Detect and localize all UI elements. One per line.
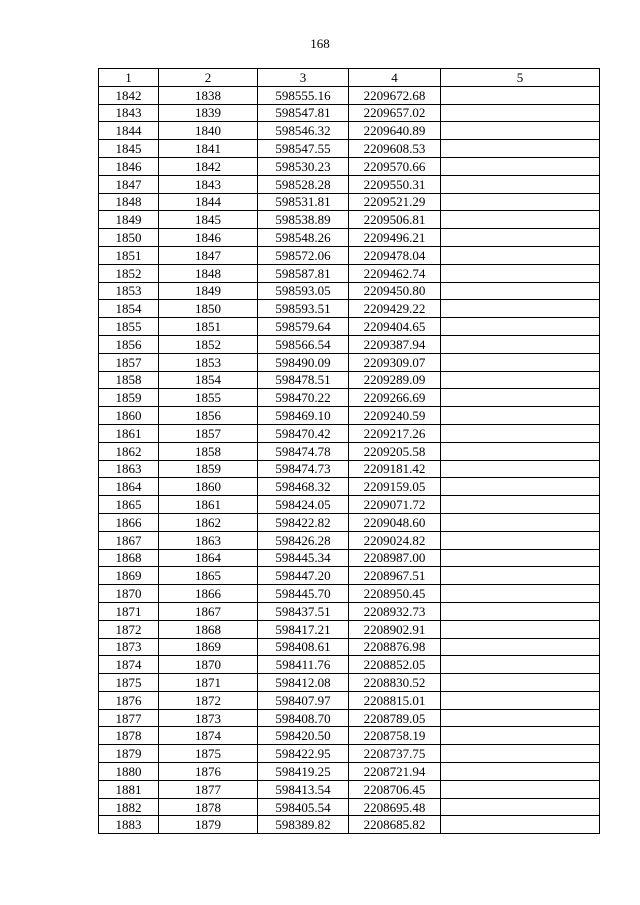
table-cell: 598422.82: [258, 513, 349, 531]
table-cell: 1877: [159, 780, 258, 798]
table-cell: [441, 798, 600, 816]
table-cell: 598547.55: [258, 140, 349, 158]
table-row: [99, 122, 600, 140]
table-cell: 2208789.05: [349, 709, 441, 727]
table-cell: 1880: [99, 763, 159, 781]
table-cell: 1858: [159, 442, 258, 460]
table-cell: [441, 246, 600, 264]
table-cell: 1854: [159, 371, 258, 389]
table-cell: [441, 567, 600, 585]
table-cell: 2209048.60: [349, 513, 441, 531]
table-cell: [441, 780, 600, 798]
table-cell: 1867: [99, 531, 159, 549]
table-cell: 2209550.31: [349, 175, 441, 193]
table-cell: [441, 175, 600, 193]
table-cell: 598437.51: [258, 602, 349, 620]
table-cell: 2209240.59: [349, 407, 441, 425]
table-cell: 1858: [99, 371, 159, 389]
table-cell: [441, 211, 600, 229]
table-row: [99, 602, 600, 620]
table-cell: 1872: [99, 620, 159, 638]
table-cell: 598417.21: [258, 620, 349, 638]
table-cell: 2209159.05: [349, 478, 441, 496]
table-cell: 1874: [99, 656, 159, 674]
table-row: [99, 745, 600, 763]
table-row: [99, 246, 600, 264]
table-row: [99, 691, 600, 709]
table-cell: 1847: [159, 246, 258, 264]
table-cell: 598447.20: [258, 567, 349, 585]
table-cell: 1863: [99, 460, 159, 478]
table-cell: 598445.34: [258, 549, 349, 567]
table-cell: 1871: [99, 602, 159, 620]
table-row: [99, 335, 600, 353]
table-cell: [441, 763, 600, 781]
table-cell: 598419.25: [258, 763, 349, 781]
table-cell: 598424.05: [258, 496, 349, 514]
table-row: [99, 763, 600, 781]
table-row: [99, 193, 600, 211]
table-cell: 1859: [159, 460, 258, 478]
table-cell: 598538.89: [258, 211, 349, 229]
table-cell: 2209640.89: [349, 122, 441, 140]
table-cell: 598474.73: [258, 460, 349, 478]
table-cell: 2209608.53: [349, 140, 441, 158]
table-cell: 2208695.48: [349, 798, 441, 816]
table-cell: [441, 353, 600, 371]
table-cell: [441, 656, 600, 674]
table-cell: 1864: [99, 478, 159, 496]
table-cell: 598389.82: [258, 816, 349, 834]
table-cell: 1872: [159, 691, 258, 709]
table-cell: 1848: [99, 193, 159, 211]
table-cell: 598445.70: [258, 585, 349, 603]
table-row: [99, 442, 600, 460]
table-cell: [441, 104, 600, 122]
table-cell: 1843: [159, 175, 258, 193]
table-cell: [441, 300, 600, 318]
table-cell: 598531.81: [258, 193, 349, 211]
table-cell: 598572.06: [258, 246, 349, 264]
table-cell: 1857: [159, 424, 258, 442]
table-row: [99, 389, 600, 407]
table-cell: [441, 674, 600, 692]
table-cell: 2208706.45: [349, 780, 441, 798]
table-cell: 1842: [159, 157, 258, 175]
table-cell: [441, 442, 600, 460]
table-cell: [441, 282, 600, 300]
table-cell: 598555.16: [258, 86, 349, 104]
table-cell: 2209450.80: [349, 282, 441, 300]
table-cell: 1852: [159, 335, 258, 353]
table-cell: 1874: [159, 727, 258, 745]
table-row: [99, 709, 600, 727]
table-cell: [441, 86, 600, 104]
table-cell: [441, 513, 600, 531]
table-cell: 2209404.65: [349, 318, 441, 336]
table-row: [99, 496, 600, 514]
table-cell: 1839: [159, 104, 258, 122]
table-row: [99, 638, 600, 656]
table-cell: 598478.51: [258, 371, 349, 389]
table-cell: [441, 193, 600, 211]
table-cell: 1875: [159, 745, 258, 763]
table-cell: 1844: [159, 193, 258, 211]
table-cell: 598593.51: [258, 300, 349, 318]
table-cell: 1860: [99, 407, 159, 425]
table-cell: 2209506.81: [349, 211, 441, 229]
table-cell: 1882: [99, 798, 159, 816]
table-row: [99, 318, 600, 336]
column-header: 5: [441, 69, 600, 87]
table-cell: 2208685.82: [349, 816, 441, 834]
table-cell: 2208721.94: [349, 763, 441, 781]
table-row: [99, 567, 600, 585]
table-cell: 2209024.82: [349, 531, 441, 549]
table-body: [99, 86, 600, 833]
table-cell: 1867: [159, 602, 258, 620]
table-cell: 1870: [159, 656, 258, 674]
table-cell: [441, 229, 600, 247]
table-cell: 2209657.02: [349, 104, 441, 122]
table-cell: [441, 602, 600, 620]
table-row: [99, 674, 600, 692]
table-cell: 1840: [159, 122, 258, 140]
table-cell: 1868: [159, 620, 258, 638]
table-cell: [441, 620, 600, 638]
table-row: [99, 798, 600, 816]
table-cell: 2208876.98: [349, 638, 441, 656]
table-cell: 1841: [159, 140, 258, 158]
table-cell: 598412.08: [258, 674, 349, 692]
table-cell: 1845: [159, 211, 258, 229]
table-cell: 1875: [99, 674, 159, 692]
table-cell: 2209496.21: [349, 229, 441, 247]
table-cell: 1862: [159, 513, 258, 531]
table-row: [99, 620, 600, 638]
table-cell: 2208737.75: [349, 745, 441, 763]
table-row: [99, 780, 600, 798]
table-row: [99, 460, 600, 478]
table-cell: 598528.28: [258, 175, 349, 193]
table-cell: 1869: [159, 638, 258, 656]
table-cell: 1846: [99, 157, 159, 175]
table-cell: 598405.54: [258, 798, 349, 816]
table-cell: 1877: [99, 709, 159, 727]
table-row: [99, 353, 600, 371]
table-row: [99, 478, 600, 496]
table-cell: 1854: [99, 300, 159, 318]
table-cell: [441, 549, 600, 567]
table-cell: [441, 691, 600, 709]
table-cell: 2209071.72: [349, 496, 441, 514]
table-cell: 1879: [159, 816, 258, 834]
table-cell: 1883: [99, 816, 159, 834]
table-cell: 2208852.05: [349, 656, 441, 674]
table-cell: [441, 122, 600, 140]
table-cell: [441, 745, 600, 763]
table-cell: 1868: [99, 549, 159, 567]
table-cell: 1861: [159, 496, 258, 514]
table-cell: 1866: [99, 513, 159, 531]
table-cell: 1853: [159, 353, 258, 371]
table-cell: 598566.54: [258, 335, 349, 353]
table-cell: 1850: [159, 300, 258, 318]
table-cell: 2209387.94: [349, 335, 441, 353]
table-cell: 598408.61: [258, 638, 349, 656]
table-cell: 2209672.68: [349, 86, 441, 104]
coordinates-table: [98, 68, 600, 834]
table-cell: 1859: [99, 389, 159, 407]
table-cell: 598411.76: [258, 656, 349, 674]
table-cell: 1848: [159, 264, 258, 282]
table-cell: [441, 407, 600, 425]
table-cell: 1866: [159, 585, 258, 603]
table-cell: 598547.81: [258, 104, 349, 122]
table-cell: 598422.95: [258, 745, 349, 763]
table-cell: 1842: [99, 86, 159, 104]
table-cell: [441, 531, 600, 549]
table-row: [99, 300, 600, 318]
table-row: [99, 407, 600, 425]
table-cell: 598470.22: [258, 389, 349, 407]
table-cell: 1876: [99, 691, 159, 709]
table-cell: 1856: [159, 407, 258, 425]
table-cell: [441, 478, 600, 496]
table-cell: 2208950.45: [349, 585, 441, 603]
table-cell: 598468.32: [258, 478, 349, 496]
table-cell: 598469.10: [258, 407, 349, 425]
table-row: [99, 656, 600, 674]
column-header: 4: [349, 69, 441, 87]
table-cell: 1850: [99, 229, 159, 247]
table-cell: 2208758.19: [349, 727, 441, 745]
table-cell: 598546.32: [258, 122, 349, 140]
table-cell: 2209309.07: [349, 353, 441, 371]
table-cell: 598407.97: [258, 691, 349, 709]
table-cell: [441, 318, 600, 336]
table-cell: 1873: [99, 638, 159, 656]
table-cell: 1856: [99, 335, 159, 353]
table-cell: 1851: [99, 246, 159, 264]
table-cell: 1852: [99, 264, 159, 282]
table-cell: 1849: [99, 211, 159, 229]
table-row: [99, 549, 600, 567]
table-cell: 1847: [99, 175, 159, 193]
table-row: [99, 175, 600, 193]
table-cell: [441, 140, 600, 158]
table-cell: 1845: [99, 140, 159, 158]
table-cell: 1869: [99, 567, 159, 585]
table-cell: 1862: [99, 442, 159, 460]
table-cell: 1844: [99, 122, 159, 140]
table-cell: 1855: [99, 318, 159, 336]
table-cell: [441, 335, 600, 353]
table-cell: 2208967.51: [349, 567, 441, 585]
table-cell: [441, 389, 600, 407]
table-cell: [441, 460, 600, 478]
table-cell: 2208902.91: [349, 620, 441, 638]
table-cell: 1865: [159, 567, 258, 585]
table-cell: 1849: [159, 282, 258, 300]
table-row: [99, 531, 600, 549]
table-cell: 2208932.73: [349, 602, 441, 620]
table-cell: [441, 424, 600, 442]
table-row: [99, 86, 600, 104]
table-header-row: [99, 69, 600, 87]
table-cell: 1878: [99, 727, 159, 745]
column-header: 2: [159, 69, 258, 87]
table-cell: 1870: [99, 585, 159, 603]
table-cell: 1846: [159, 229, 258, 247]
table-row: [99, 585, 600, 603]
table-cell: 598408.70: [258, 709, 349, 727]
table-cell: 2209217.26: [349, 424, 441, 442]
table-cell: 2209289.09: [349, 371, 441, 389]
table-cell: 1838: [159, 86, 258, 104]
table-cell: 1851: [159, 318, 258, 336]
table-cell: 598548.26: [258, 229, 349, 247]
table-cell: 2209181.42: [349, 460, 441, 478]
table-row: [99, 371, 600, 389]
table-cell: 598490.09: [258, 353, 349, 371]
table-cell: 598470.42: [258, 424, 349, 442]
table-row: [99, 282, 600, 300]
table-row: [99, 157, 600, 175]
table-cell: [441, 585, 600, 603]
table-cell: 598413.54: [258, 780, 349, 798]
table-row: [99, 140, 600, 158]
table-cell: 598420.50: [258, 727, 349, 745]
table-cell: 2208987.00: [349, 549, 441, 567]
table-row: [99, 104, 600, 122]
table-cell: [441, 496, 600, 514]
table-cell: [441, 638, 600, 656]
table-cell: 2209205.58: [349, 442, 441, 460]
table-cell: 1878: [159, 798, 258, 816]
table-cell: 1857: [99, 353, 159, 371]
table-row: [99, 424, 600, 442]
table-cell: [441, 157, 600, 175]
table-cell: 1881: [99, 780, 159, 798]
table-cell: 1876: [159, 763, 258, 781]
table-cell: 1871: [159, 674, 258, 692]
table-cell: 1864: [159, 549, 258, 567]
table-cell: 598474.78: [258, 442, 349, 460]
table-cell: 598587.81: [258, 264, 349, 282]
table-cell: [441, 727, 600, 745]
table-row: [99, 229, 600, 247]
table-cell: 2209478.04: [349, 246, 441, 264]
table-cell: 598579.64: [258, 318, 349, 336]
table-row: [99, 727, 600, 745]
table-cell: [441, 709, 600, 727]
column-header: 1: [99, 69, 159, 87]
table-cell: 1853: [99, 282, 159, 300]
table-row: [99, 264, 600, 282]
table-cell: 598426.28: [258, 531, 349, 549]
table-cell: 2209521.29: [349, 193, 441, 211]
page-number: 168: [310, 36, 330, 51]
table-cell: 1843: [99, 104, 159, 122]
table-cell: 2209570.66: [349, 157, 441, 175]
table-cell: 2208815.01: [349, 691, 441, 709]
table-cell: 1879: [99, 745, 159, 763]
table-cell: 1855: [159, 389, 258, 407]
table-row: [99, 211, 600, 229]
table-cell: 598530.23: [258, 157, 349, 175]
table-cell: [441, 264, 600, 282]
table-cell: 2209429.22: [349, 300, 441, 318]
table-cell: 2208830.52: [349, 674, 441, 692]
column-header: 3: [258, 69, 349, 87]
table-cell: 1861: [99, 424, 159, 442]
table-cell: 2209266.69: [349, 389, 441, 407]
table-cell: 1873: [159, 709, 258, 727]
table-row: [99, 816, 600, 834]
table-cell: 1865: [99, 496, 159, 514]
table-cell: 598593.05: [258, 282, 349, 300]
table-row: [99, 513, 600, 531]
table-cell: 1863: [159, 531, 258, 549]
table-cell: [441, 371, 600, 389]
table-cell: [441, 816, 600, 834]
table-cell: 1860: [159, 478, 258, 496]
table-cell: 2209462.74: [349, 264, 441, 282]
